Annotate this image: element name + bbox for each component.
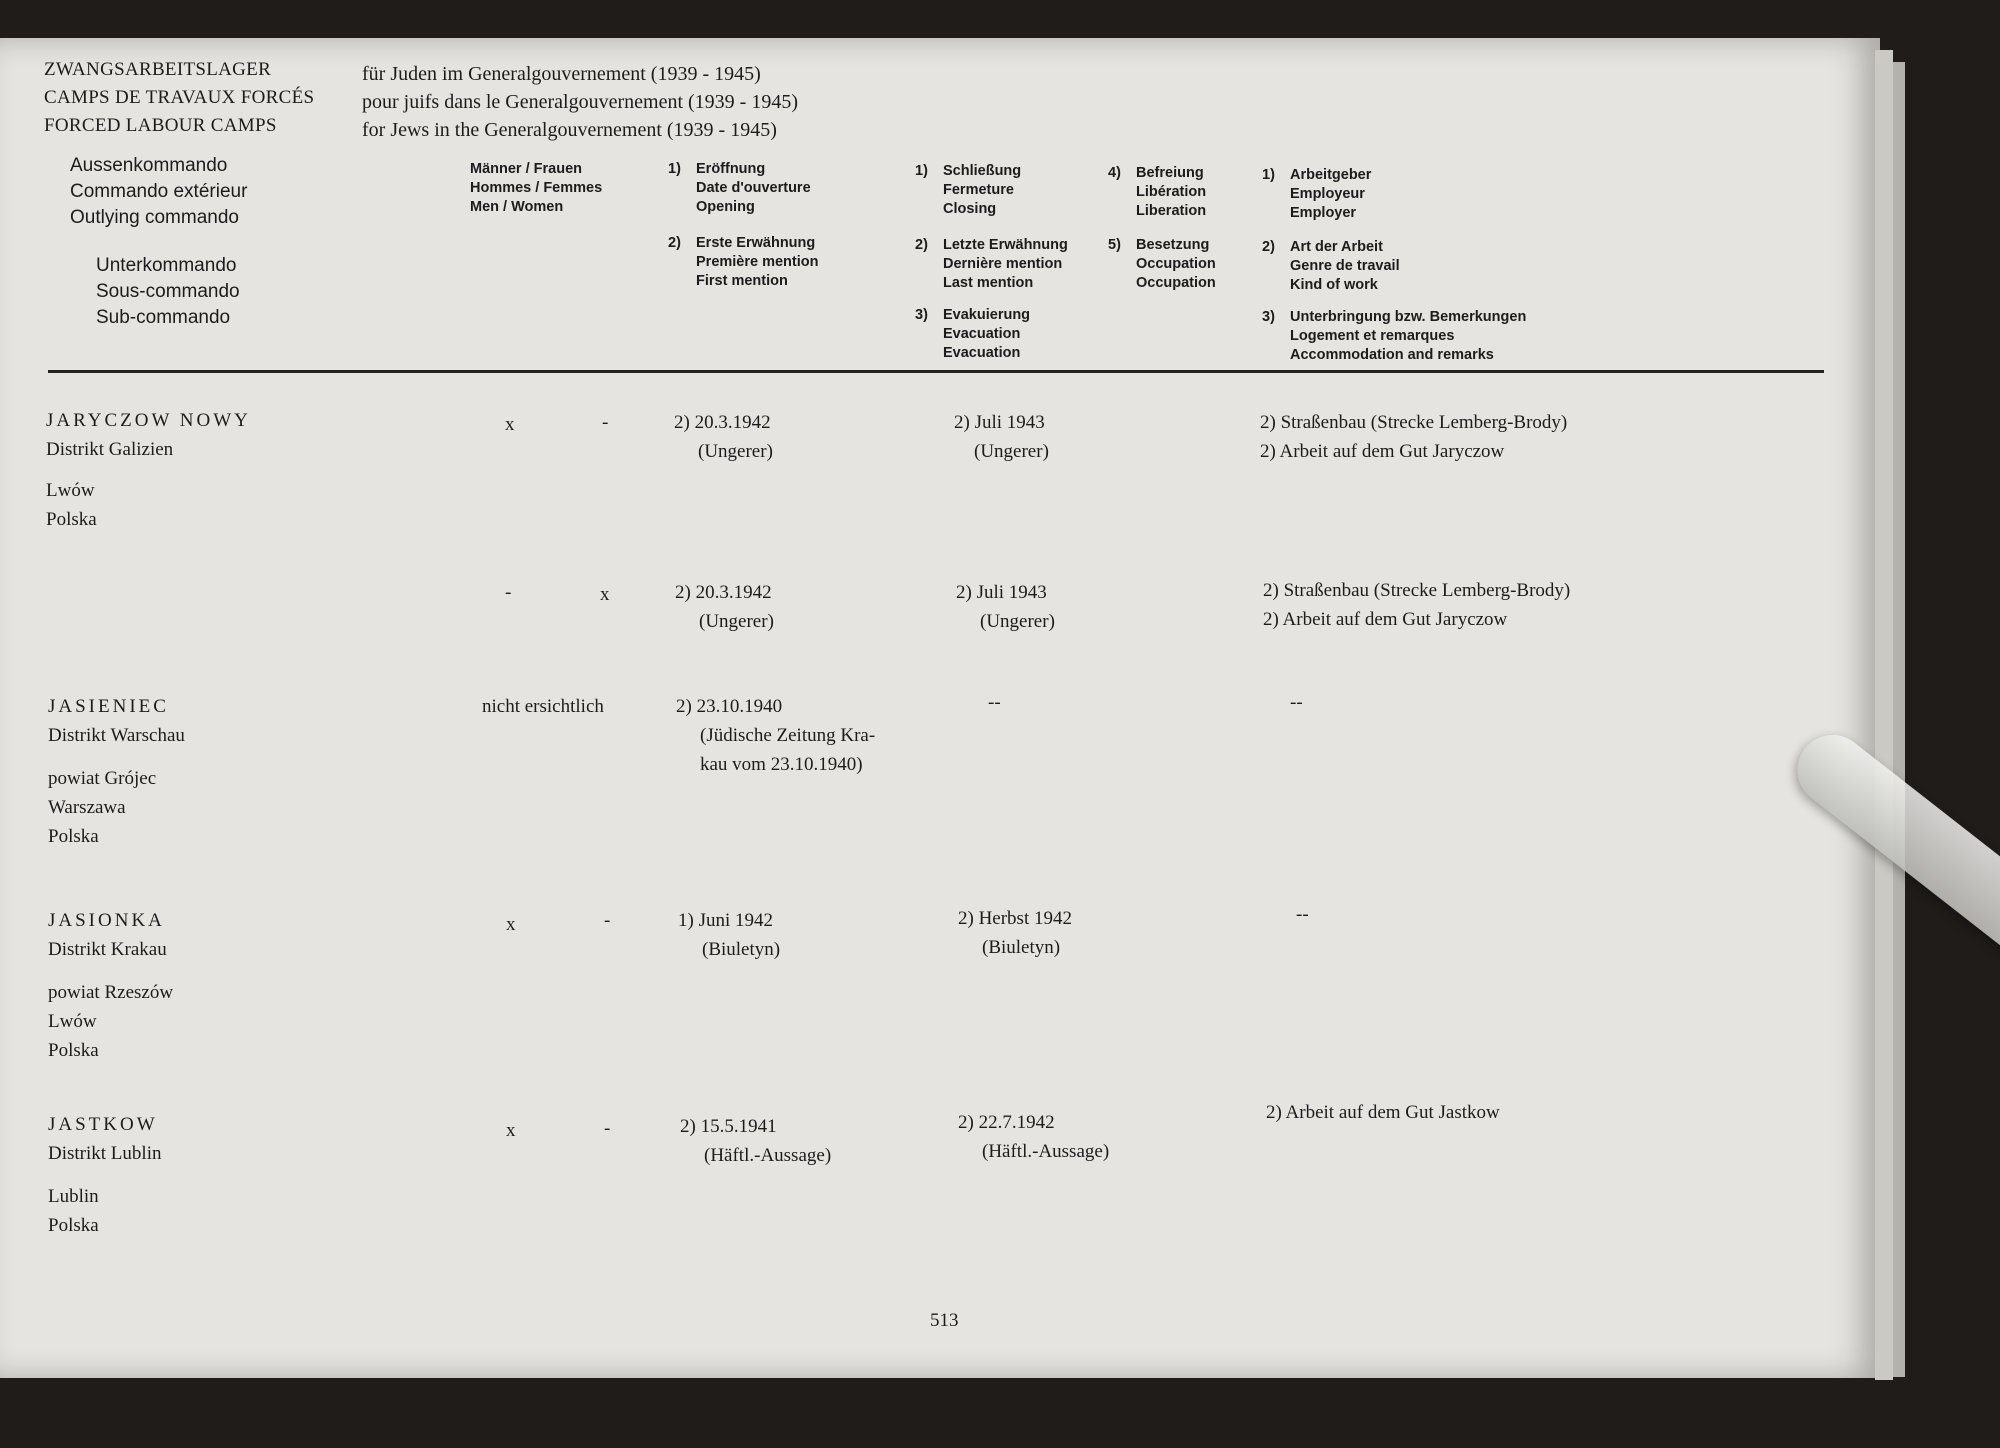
subcommando-en: Sub-commando xyxy=(96,307,231,328)
entry-location xyxy=(46,435,173,534)
entry-city: Lwów xyxy=(46,480,95,501)
subcommando-fr: Sous-commando xyxy=(96,281,240,302)
entry-district: Distrikt Galizien xyxy=(46,439,174,460)
column-opening-num: 1) xyxy=(668,161,681,177)
entry-opening-date: 2) 23.10.1940 xyxy=(676,696,783,717)
entry-opening-date: 1) Juni 1942 xyxy=(678,910,773,931)
entry-remarks: -- xyxy=(1290,692,1303,713)
entry-remarks: -- xyxy=(1296,904,1309,925)
subcommando-de: Unterkommando xyxy=(96,255,237,276)
column-evacuation-fr: Evacuation xyxy=(943,326,1021,342)
title-left xyxy=(44,56,314,140)
column-gender xyxy=(470,160,602,217)
entry-closing xyxy=(954,408,1049,466)
entry-gender-note: nicht ersichtlich xyxy=(482,696,604,717)
column-employer xyxy=(1262,166,1371,223)
entry-opening-date: 2) 15.5.1941 xyxy=(680,1116,777,1137)
page-number: 513 xyxy=(930,1310,959,1331)
column-liberation-fr: Libération xyxy=(1136,184,1207,200)
entry-opening xyxy=(674,408,773,466)
entry-men: x xyxy=(506,1120,516,1141)
commando-de: Aussenkommando xyxy=(70,155,228,176)
subtitle-fr: pour juifs dans le Generalgouvernement (1939 - 1945) xyxy=(362,91,798,113)
subtitle-en: for Jews in the Generalgouvernement (1939 - 1945) xyxy=(362,119,777,141)
column-closing-fr: Fermeture xyxy=(943,182,1014,198)
entry-opening-date: 2) 20.3.1942 xyxy=(674,412,771,433)
column-last-mention-en: Last mention xyxy=(943,275,1034,291)
column-kind-of-work-en: Kind of work xyxy=(1290,277,1378,293)
entry-remarks xyxy=(1263,576,1570,634)
entry-women: - xyxy=(604,1118,611,1139)
column-opening xyxy=(668,160,811,217)
column-kind-of-work-fr: Genre de travail xyxy=(1290,258,1400,274)
entry-opening-source: (Ungerer) xyxy=(698,441,773,462)
entry-opening-source: (Häftl.-Aussage) xyxy=(704,1145,832,1166)
column-kind-of-work-de: Art der Arbeit xyxy=(1290,239,1383,255)
entry-women: x xyxy=(600,584,610,605)
column-gender-fr: Hommes / Femmes xyxy=(470,180,603,196)
entry-closing xyxy=(958,904,1072,962)
column-closing-en: Closing xyxy=(943,201,997,217)
column-occupation-de: Besetzung xyxy=(1136,237,1210,253)
page-edge-back xyxy=(1893,62,1905,1377)
entry-opening xyxy=(675,578,774,636)
entry-district: Distrikt Krakau xyxy=(48,939,167,960)
entry-closing: -- xyxy=(988,692,1001,713)
column-opening-de: Eröffnung xyxy=(696,161,766,177)
column-last-mention-num: 2) xyxy=(915,237,928,253)
column-occupation-fr: Occupation xyxy=(1136,256,1216,272)
subcommando-label xyxy=(96,253,240,331)
column-kind-of-work-num: 2) xyxy=(1262,239,1275,255)
entry-closing-source: (Ungerer) xyxy=(980,611,1055,632)
column-opening-fr: Date d'ouverture xyxy=(696,180,811,196)
column-first-mention-fr: Première mention xyxy=(696,254,819,270)
column-liberation-en: Liberation xyxy=(1136,203,1207,219)
entry-country: Polska xyxy=(48,1215,99,1236)
entry-district: Distrikt Warschau xyxy=(48,725,185,746)
header-rule xyxy=(48,370,1824,373)
column-liberation xyxy=(1108,164,1206,221)
column-kind-of-work xyxy=(1262,238,1400,295)
column-remarks-num: 3) xyxy=(1262,309,1275,325)
column-first-mention xyxy=(668,234,819,291)
title-fr: CAMPS DE TRAVAUX FORCÉS xyxy=(44,87,315,108)
entry-city: Warszawa xyxy=(48,797,126,818)
column-occupation-num: 5) xyxy=(1108,237,1121,253)
column-last-mention xyxy=(915,236,1068,293)
entry-closing-source: (Häftl.-Aussage) xyxy=(982,1141,1110,1162)
entry-remark-2: 2) Arbeit auf dem Gut Jaryczow xyxy=(1263,609,1508,630)
entry-men: - xyxy=(505,582,512,603)
entry-location xyxy=(48,935,173,1065)
page-edge xyxy=(1875,50,1893,1380)
entry-closing xyxy=(956,578,1055,636)
title-de: ZWANGSARBEITSLAGER xyxy=(44,59,272,80)
column-liberation-num: 4) xyxy=(1108,165,1121,181)
entry-country: Polska xyxy=(48,1040,99,1061)
column-evacuation-de: Evakuierung xyxy=(943,307,1031,323)
entry-name: JASIENIEC xyxy=(48,696,169,717)
column-last-mention-de: Letzte Erwähnung xyxy=(943,237,1068,253)
entry-closing-date: 2) Herbst 1942 xyxy=(958,908,1072,929)
column-occupation-en: Occupation xyxy=(1136,275,1216,291)
entry-closing-source: (Ungerer) xyxy=(974,441,1049,462)
entry-closing-date: 2) Juli 1943 xyxy=(956,582,1047,603)
entry-women: - xyxy=(602,412,609,433)
entry-opening-source-2: kau vom 23.10.1940) xyxy=(700,754,863,775)
entry-name: JASIONKA xyxy=(48,910,165,931)
column-evacuation xyxy=(915,306,1030,363)
entry-location xyxy=(48,721,185,851)
entry-remarks xyxy=(1260,408,1567,466)
entry-name: JARYCZOW NOWY xyxy=(46,410,251,431)
entry-country: Polska xyxy=(48,826,99,847)
title-right xyxy=(362,60,798,144)
entry-opening-date: 2) 20.3.1942 xyxy=(675,582,772,603)
column-remarks-en: Accommodation and remarks xyxy=(1290,347,1494,363)
column-employer-fr: Employeur xyxy=(1290,186,1365,202)
commando-label xyxy=(70,153,247,231)
commando-fr: Commando extérieur xyxy=(70,181,248,202)
entry-opening-source: (Biuletyn) xyxy=(702,939,781,960)
entry-remark-1: 2) Straßenbau (Strecke Lemberg-Brody) xyxy=(1260,412,1568,433)
column-occupation xyxy=(1108,236,1216,293)
entry-location xyxy=(48,1139,161,1240)
entry-remark-1: 2) Straßenbau (Strecke Lemberg-Brody) xyxy=(1263,580,1571,601)
entry-city: Lwów xyxy=(48,1011,97,1032)
column-first-mention-de: Erste Erwähnung xyxy=(696,235,816,251)
entry-closing-date: 2) Juli 1943 xyxy=(954,412,1045,433)
column-gender-de: Männer / Frauen xyxy=(470,161,582,177)
entry-city: Lublin xyxy=(48,1186,99,1207)
entry-opening xyxy=(678,906,780,964)
entry-powiat: powiat Rzeszów xyxy=(48,982,174,1003)
column-first-mention-num: 2) xyxy=(668,235,681,251)
column-remarks xyxy=(1262,308,1526,365)
entry-district: Distrikt Lublin xyxy=(48,1143,162,1164)
entry-opening-source: (Ungerer) xyxy=(699,611,774,632)
entry-men: x xyxy=(506,914,516,935)
entry-remark-2: 2) Arbeit auf dem Gut Jaryczow xyxy=(1260,441,1505,462)
column-employer-de: Arbeitgeber xyxy=(1290,167,1372,183)
entry-opening xyxy=(680,1112,831,1170)
commando-en: Outlying commando xyxy=(70,207,239,228)
entry-closing xyxy=(958,1108,1109,1166)
entry-closing-source: (Biuletyn) xyxy=(982,937,1061,958)
column-closing-de: Schließung xyxy=(943,163,1022,179)
column-evacuation-num: 3) xyxy=(915,307,928,323)
column-liberation-de: Befreiung xyxy=(1136,165,1204,181)
entry-opening xyxy=(676,692,875,779)
title-en: FORCED LABOUR CAMPS xyxy=(44,115,277,136)
entry-men: x xyxy=(505,414,515,435)
column-evacuation-en: Evacuation xyxy=(943,345,1021,361)
column-gender-en: Men / Women xyxy=(470,199,564,215)
subtitle-de: für Juden im Generalgouvernement (1939 - 1945) xyxy=(362,63,761,85)
column-last-mention-fr: Dernière mention xyxy=(943,256,1063,272)
column-opening-en: Opening xyxy=(696,199,755,215)
column-first-mention-en: First mention xyxy=(696,273,788,289)
column-closing xyxy=(915,162,1021,219)
column-remarks-de: Unterbringung bzw. Bemerkungen xyxy=(1290,309,1527,325)
entry-name: JASTKOW xyxy=(48,1114,158,1135)
entry-remarks: 2) Arbeit auf dem Gut Jastkow xyxy=(1266,1102,1500,1123)
column-closing-num: 1) xyxy=(915,163,928,179)
entry-opening-source: (Jüdische Zeitung Kra- xyxy=(700,725,876,746)
entry-closing-date: 2) 22.7.1942 xyxy=(958,1112,1055,1133)
column-employer-num: 1) xyxy=(1262,167,1275,183)
column-remarks-fr: Logement et remarques xyxy=(1290,328,1455,344)
column-employer-en: Employer xyxy=(1290,205,1357,221)
entry-powiat: powiat Grójec xyxy=(48,768,157,789)
entry-country: Polska xyxy=(46,509,97,530)
entry-women: - xyxy=(604,910,611,931)
